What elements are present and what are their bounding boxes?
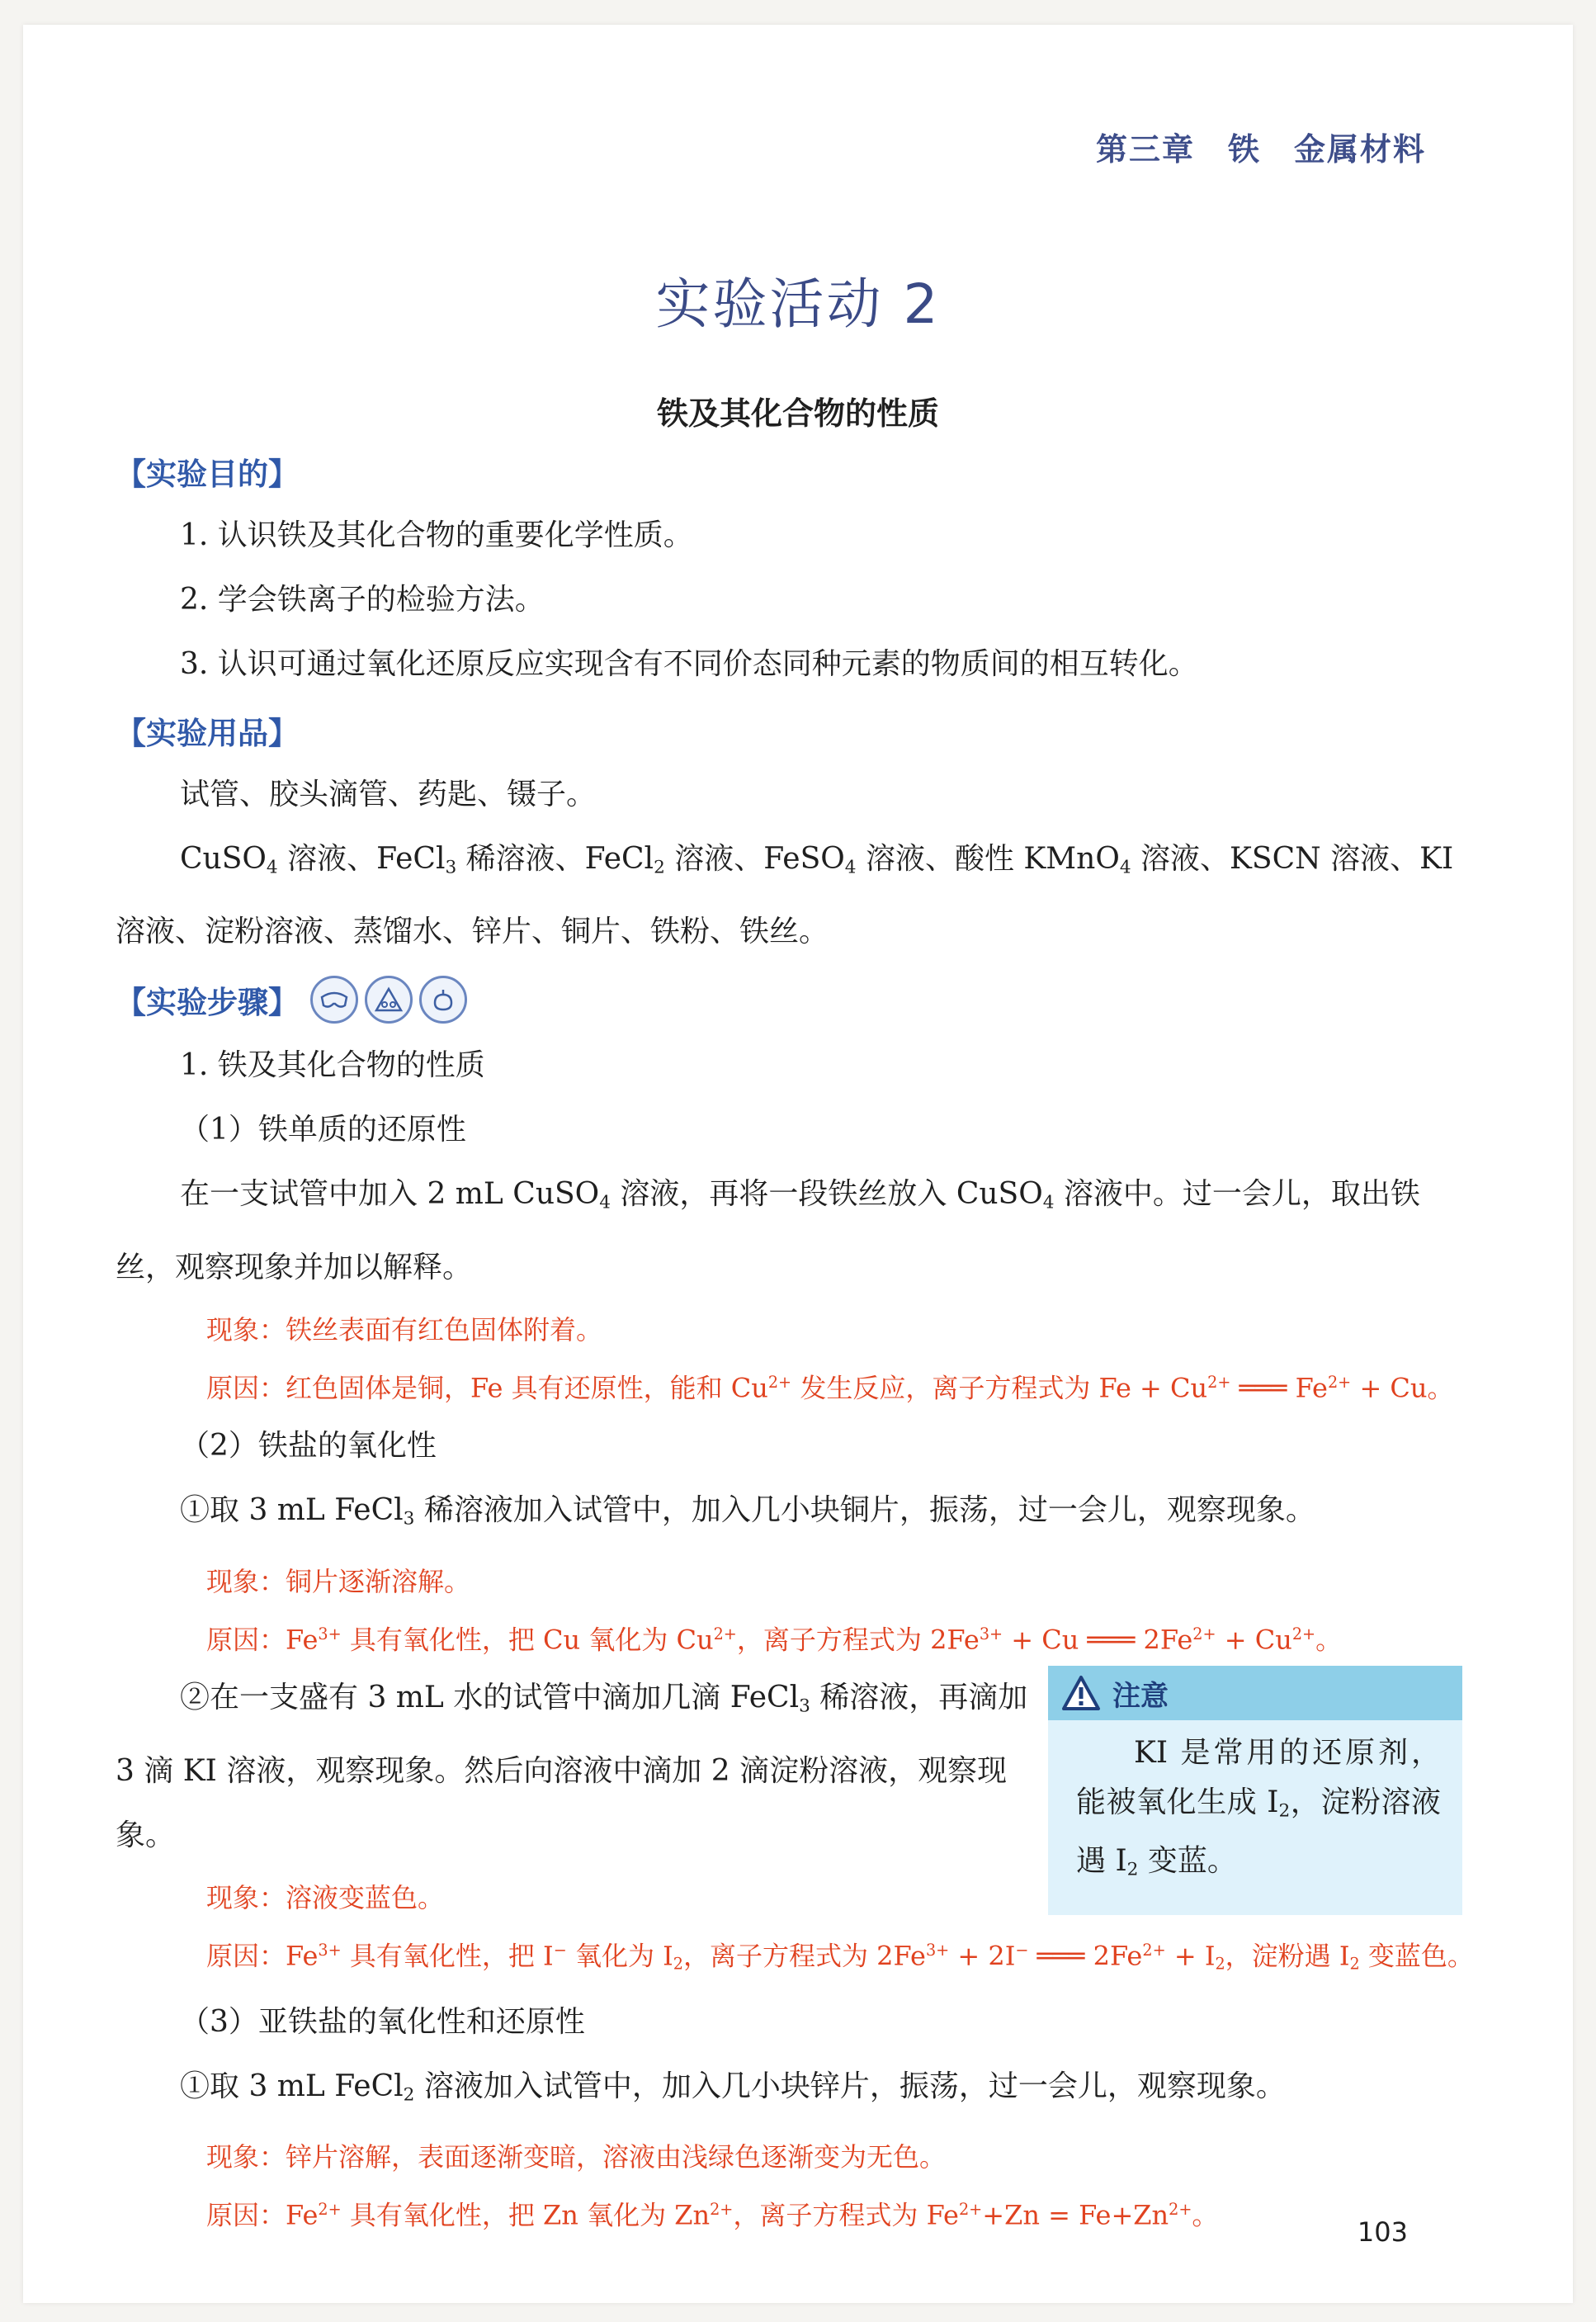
sub2-phenomenon-1: 现象：铜片逐渐溶解。 — [206, 1565, 471, 1597]
safety-icons — [310, 976, 467, 1024]
sub3-q1: ①取 3 mL FeCl$_2$ 溶液加入试管中，加入几小块锌片，振荡，过一会儿，观察现象。 — [180, 2069, 1286, 2106]
section-steps: 【实验步骤】 — [116, 976, 1477, 1024]
hand-wash-icon — [419, 976, 467, 1024]
purpose-item: 3. 认识可通过氧化还原反应实现含有不同价态同种元素的物质间的相互转化。 — [180, 647, 1198, 681]
sub2-q2: ②在一支盛有 3 mL 水的试管中滴加几滴 FeCl$_3$ 稀溶液，再滴加 3 滴 KI 溶液，观察现象。然后向溶液中滴加 2 滴淀粉溶液，观察现象。 — [116, 1681, 1028, 1852]
page-title: 实验活动 2 — [655, 272, 941, 336]
purpose-item: 2. 学会铁离子的检验方法。 — [180, 583, 545, 617]
sub1-text: 在一支试管中加入 2 mL CuSO$_4$ 溶液，再将一段铁丝放入 CuSO$_4$ 溶液中。过一会儿，取出铁丝，观察现象并加以解释。 — [116, 1177, 1420, 1284]
sub3-reason: 原因：$Fe^{2+}$ 具有氧化性，把 Zn 氧化为 $Zn^{2+}$，离子方程式为 $Fe^{2+}+Zn = Fe+Zn^{2+}$。 — [206, 2199, 1219, 2231]
sub2-q1: ①取 3 mL FeCl$_3$ 稀溶液加入试管中，加入几小块铜片，振荡，过一会儿，观察现象。 — [180, 1493, 1315, 1530]
note-wrap — [116, 1666, 1477, 1880]
section-purpose: 【实验目的】 — [116, 456, 299, 492]
sub2-reason-2: 原因：$Fe^{3+}$ 具有氧化性，把 I− 氧化为 $I_2$，离子方程式为 $2Fe^{3+} + 2I^-$ ═══ $2Fe^{2+} + I_2$，淀粉遇 $I_2$ 变蓝色。 — [206, 1940, 1474, 1973]
page-number: 103 — [1357, 2216, 1408, 2248]
purpose-item: 1. 认识铁及其化合物的重要化学性质。 — [180, 518, 693, 552]
warning-icon — [1061, 1675, 1101, 1711]
sub1-reason: 原因：红色固体是铜，Fe 具有还原性，能和 $Cu^{2+}$ 发生反应，离子方程式为 $Fe + Cu^{2+}$ ═══ $Fe^{2+} + Cu$。 — [206, 1372, 1454, 1404]
content — [116, 437, 1477, 2242]
note-box — [1048, 1666, 1462, 1915]
sub2-phenomenon-2: 现象：溶液变蓝色。 — [206, 1881, 445, 1913]
caution-triangle-icon — [365, 976, 413, 1024]
sub1-heading: （1）铁单质的还原性 — [180, 1113, 466, 1147]
sub3-heading: （3）亚铁盐的氧化性和还原性 — [180, 2004, 585, 2039]
chapter-header: 第三章 铁 金属材料 — [1095, 131, 1426, 168]
note-header: 注意 — [1048, 1666, 1462, 1720]
page-subtitle: 铁及其化合物的性质 — [656, 395, 939, 432]
sub2-heading: （2）铁盐的氧化性 — [180, 1429, 437, 1464]
step-1-title: 1. 铁及其化合物的性质 — [180, 1048, 485, 1083]
textbook-page — [23, 25, 1573, 2303]
supplies-tools: 试管、胶头滴管、药匙、镊子。 — [180, 778, 597, 811]
sub3-phenomenon: 现象：锌片溶解，表面逐渐变暗，溶液由浅绿色逐渐变为无色。 — [206, 2141, 947, 2173]
goggles-icon — [310, 976, 358, 1024]
note-body: KI 是常用的还原剂，能被氧化生成 $I_2$，淀粉溶液遇 $I_2$ 变蓝。 — [1076, 1736, 1441, 1880]
sub1-phenomenon: 现象：铁丝表面有红色固体附着。 — [206, 1313, 603, 1345]
supplies-chemicals: CuSO$_4$ 溶液、FeCl$_3$ 稀溶液、FeCl$_2$ 溶液、FeSO$_4$ 溶液、酸性 KMnO$_4$ 溶液、KSCN 溶液、KI 溶液、淀粉溶液、蒸馏水、锌片、铜片、铁粉、铁丝。 — [116, 842, 1454, 949]
section-supplies: 【实验用品】 — [116, 716, 299, 751]
sub2-reason-1: 原因：$Fe^{3+}$ 具有氧化性，把 Cu 氧化为 $Cu^{2+}$，离子方程式为 $2Fe^{3+} + Cu$ ═══ $2Fe^{2+} + Cu^{2+}$。 — [206, 1624, 1343, 1656]
